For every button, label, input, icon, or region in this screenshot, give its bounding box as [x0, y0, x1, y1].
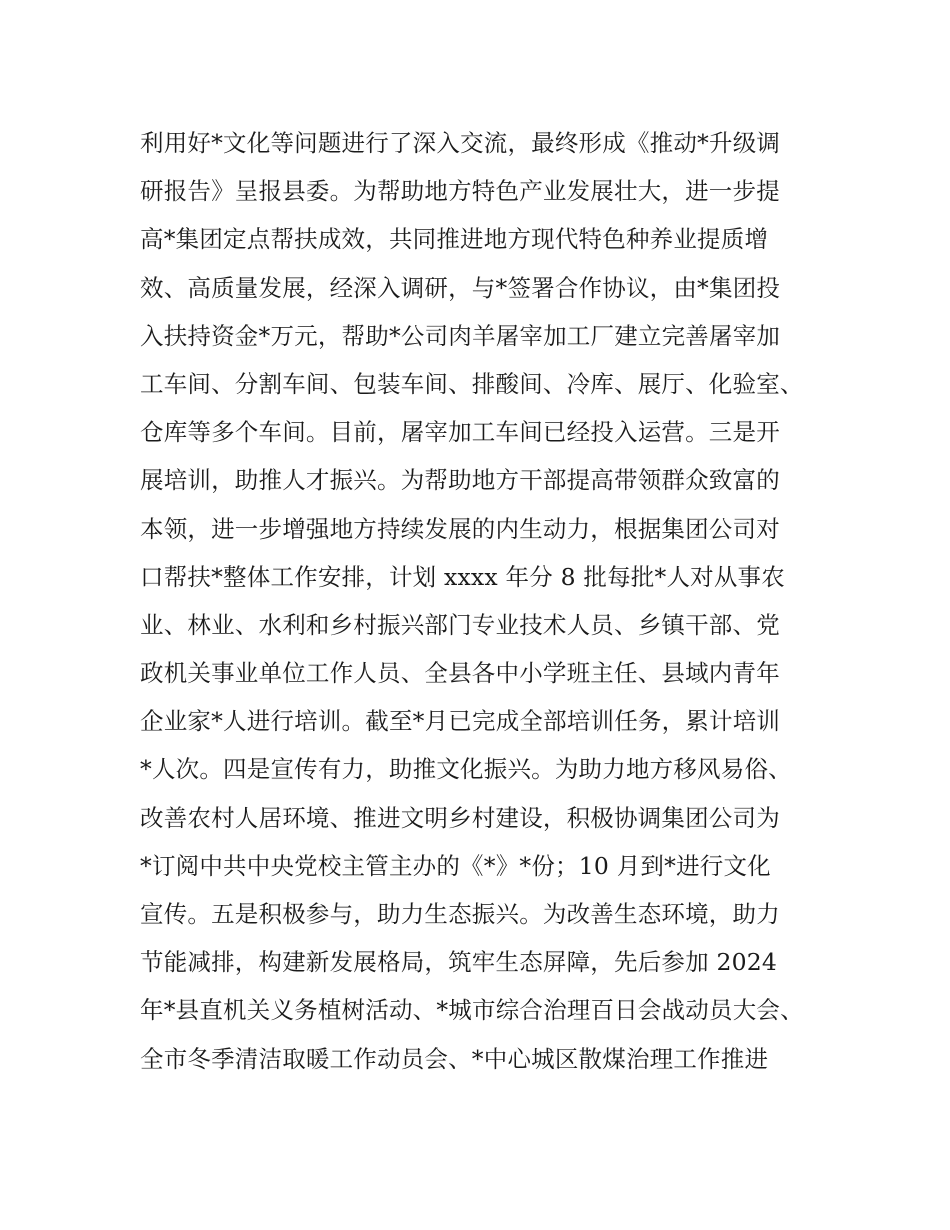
- text-line: 高*集团定点帮扶成效，共同推进地方现代特色种养业提质增: [140, 225, 769, 254]
- text-line: 口帮扶*整体工作安排，计划 xxxx 年分 8 批每批*人对从事农: [140, 562, 785, 591]
- text-line: 业、林业、水利和乡村振兴部门专业技术人员、乡镇干部、党: [140, 610, 780, 639]
- text-line: 节能减排，构建新发展格局，筑牢生态屏障，先后参加 2024: [140, 948, 778, 977]
- body-text: [140, 119, 830, 1083]
- text-line: 企业家*人进行培训。截至*月已完成全部培训任务，累计培训: [140, 707, 781, 736]
- text-line: 入扶持资金*万元，帮助*公司肉羊屠宰加工厂建立完善屠宰加: [140, 321, 781, 350]
- text-line: 宣传。五是积极参与，助力生态振兴。为改善生态环境，助力: [140, 900, 780, 928]
- text-line: 利用好*文化等问题进行了深入交流，最终形成《推动*升级调: [140, 129, 781, 157]
- text-line: 研报告》呈报县委。为帮助地方特色产业发展壮大，进一步提: [140, 177, 780, 206]
- text-line: 工车间、分割车间、包装车间、排酸间、冷库、展厅、化验室、: [140, 369, 804, 398]
- text-line: 政机关事业单位工作人员、全县各中小学班主任、县域内青年: [140, 659, 780, 688]
- text-line: 展培训，助推人才振兴。为帮助地方干部提高带领群众致富的: [140, 466, 780, 495]
- text-line: 仓库等多个车间。目前，屠宰加工车间已经投入运营。三是开: [140, 418, 780, 447]
- text-line: 年*县直机关义务植树活动、*城市综合治理百日会战动员大会、: [140, 996, 804, 1025]
- text-line: 全市冬季清洁取暖工作动员会、*中心城区散煤治理工作推进: [140, 1044, 769, 1073]
- text-line: *订阅中共中央党校主管主办的《*》*份；10 月到*进行文化: [140, 851, 771, 880]
- text-line: 改善农村人居环境、推进文明乡村建设，积极协调集团公司为: [140, 803, 780, 832]
- text-line: 本领，进一步增强地方持续发展的内生动力，根据集团公司对: [140, 514, 780, 543]
- text-line: *人次。四是宣传有力，助推文化振兴。为助力地方移风易俗、: [140, 755, 792, 784]
- text-line: 效、高质量发展，经深入调研，与*签署合作协议，由*集团投: [140, 273, 781, 302]
